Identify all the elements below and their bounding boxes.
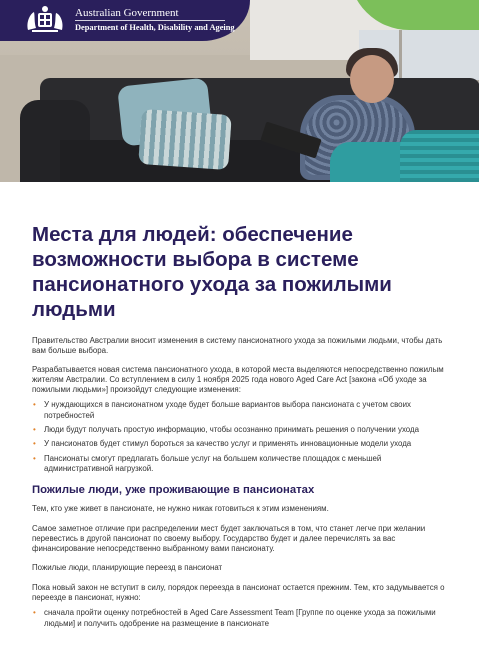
intro-paragraph: Правительство Австралии вносит изменения в систему пансионатного ухода за пожилыми людьми, чтобы дать вам больше выбора. [32, 336, 443, 356]
government-banner [0, 0, 250, 41]
transfer-paragraph: Самое заметное отличие при распределении мест будет заключаться в том, что станет легче при желании перевестись в другой пансионат по своему выбору. Государство будет и далее перечислять за вас финансирование непосредственно выбранному вами пансионату. [32, 523, 426, 554]
bullet-icon: • [33, 400, 36, 410]
list-item: • сначала пройти оценку потребностей в Aged Care Assessment Team [Группе по оценке ухода за пожилыми людьми] и получить одобрение на размещение в пансионате [33, 608, 436, 628]
coat-of-arms-icon [22, 4, 68, 36]
changes-paragraph: Разрабатывается новая система пансионатного ухода, в которой места выделяются непосредственно пожилым жителям Австралии. Со вступлением в силу 1 ноября 2025 года нового Aged Care Act [закона «Об уходе за пожилыми людьми»] произойдут следующие изменения: [32, 364, 444, 395]
hero-striped-cushion [138, 109, 232, 170]
bullet-icon: • [33, 453, 36, 463]
hero-photo [0, 0, 479, 182]
list-item: • Пансионаты смогут предлагать больше услуг на большем количестве площадок с меньшей административной нагрузкой. [33, 453, 382, 473]
bullet-icon: • [33, 425, 36, 435]
residents-paragraph: Тем, кто уже живет в пансионате, не нужно никак готовиться к этим изменениям. [32, 504, 329, 514]
header-divider [75, 20, 225, 21]
hero-blanket-fold [400, 130, 479, 182]
hero-person-head [350, 55, 394, 103]
section-heading: Пожилые люди, уже проживающие в пансионатах [32, 484, 315, 497]
moving-paragraph: Пока новый закон не вступит в силу, порядок переезда в пансионат остается прежним. Тем, кто задумывается о переезде в пансионат, нужно: [32, 582, 445, 603]
list-item: • Люди будут получать простую информацию, чтобы осознанно принимать решения о получении ухода [33, 425, 420, 435]
list-item: • У пансионатов будет стимул бороться за качество услуг и применять инновационные модели ухода [33, 439, 412, 449]
bullet-icon: • [33, 608, 36, 618]
government-name: Australian Government [75, 7, 179, 19]
bullet-icon: • [33, 439, 36, 449]
planning-subheading: Пожилые люди, планирующие переезд в пансионат [32, 563, 223, 573]
list-item: • У нуждающихся в пансионатном уходе будет больше вариантов выбора пансионата с учетом своих потребностей [33, 400, 411, 420]
page-title: Места для людей: обеспечение возможности выбора в системе пансионатного ухода за пожилыми людьми [32, 223, 392, 321]
department-name: Department of Health, Disability and Ageing [75, 23, 235, 32]
steps-list [32, 608, 452, 629]
changes-list [32, 400, 452, 474]
document-body [32, 200, 452, 633]
